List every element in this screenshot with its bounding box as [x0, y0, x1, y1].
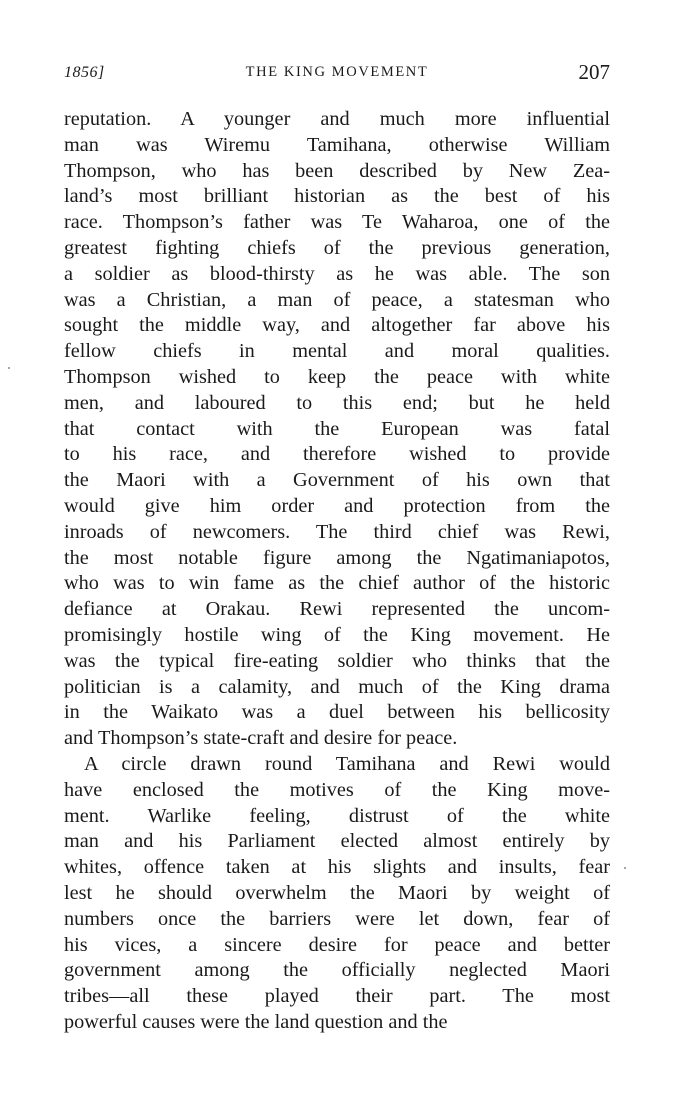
text-line: sought the middle way, and altogether far above his [64, 314, 610, 337]
running-head [64, 60, 610, 88]
running-head-year: 1856] [64, 64, 105, 81]
text-line: Thompson, who has been described by New Zea- [64, 159, 610, 182]
text-line: man and his Parliament elected almost entirely by [64, 830, 610, 853]
running-head-title: THE KING MOVEMENT [245, 64, 429, 80]
text-line: powerful causes were the land question and the [64, 1010, 448, 1033]
text-line: that contact with the European was fatal [64, 417, 610, 440]
text-line: would give him order and protection from the [64, 494, 610, 517]
page-speck [624, 867, 626, 869]
text-line: have enclosed the motives of the King move- [64, 778, 610, 801]
text-line: men, and laboured to this end; but he held [64, 391, 610, 414]
text-line: was a Christian, a man of peace, a statesman who [64, 288, 610, 311]
text-line: A circle drawn round Tamihana and Rewi would [84, 752, 610, 775]
text-line: ment. Warlike feeling, distrust of the white [64, 804, 610, 827]
text-line: was the typical fire-eating soldier who thinks that the [64, 649, 610, 672]
text-line: the most notable figure among the Ngatimaniapotos, [64, 546, 610, 569]
text-line: reputation. A younger and much more influential [64, 108, 610, 130]
body-text [64, 107, 610, 1036]
text-line: defiance at Orakau. Rewi represented the uncom- [64, 598, 610, 621]
text-line: race. Thompson’s father was Te Waharoa, one of the [64, 211, 610, 234]
text-line: who was to win fame as the chief author of the historic [64, 572, 610, 595]
page-number: 207 [578, 60, 610, 84]
text-line: promisingly hostile wing of the King movement. He [64, 623, 610, 646]
text-line: numbers once the barriers were let down, fear of [64, 907, 610, 930]
text-line: tribes—all these played their part. The most [64, 985, 610, 1008]
text-line: politician is a calamity, and much of the King drama [64, 675, 610, 698]
text-line: in the Waikato was a duel between his bellicosity [64, 701, 610, 724]
text-line: greatest fighting chiefs of the previous generation, [64, 236, 610, 259]
text-line: man was Wiremu Tamihana, otherwise William [64, 133, 610, 156]
text-line: the Maori with a Government of his own that [64, 469, 610, 492]
text-line: a soldier as blood-thirsty as he was able. The son [64, 262, 610, 285]
text-line: lest he should overwhelm the Maori by weight of [64, 881, 610, 904]
text-line: government among the officially neglected Maori [64, 959, 610, 982]
text-line: his vices, a sincere desire for peace and better [64, 933, 610, 956]
text-line: to his race, and therefore wished to provide [64, 443, 610, 466]
text-line: and Thompson’s state-craft and desire for peace. [64, 727, 458, 750]
page-speck [8, 367, 10, 369]
text-line: land’s most brilliant historian as the best of his [64, 185, 610, 208]
text-line: fellow chiefs in mental and moral qualities. [64, 340, 610, 363]
text-line: inroads of newcomers. The third chief was Rewi, [64, 520, 610, 543]
text-line: whites, offence taken at his slights and insults, fear [64, 856, 610, 879]
text-line: Thompson wished to keep the peace with white [64, 365, 610, 388]
